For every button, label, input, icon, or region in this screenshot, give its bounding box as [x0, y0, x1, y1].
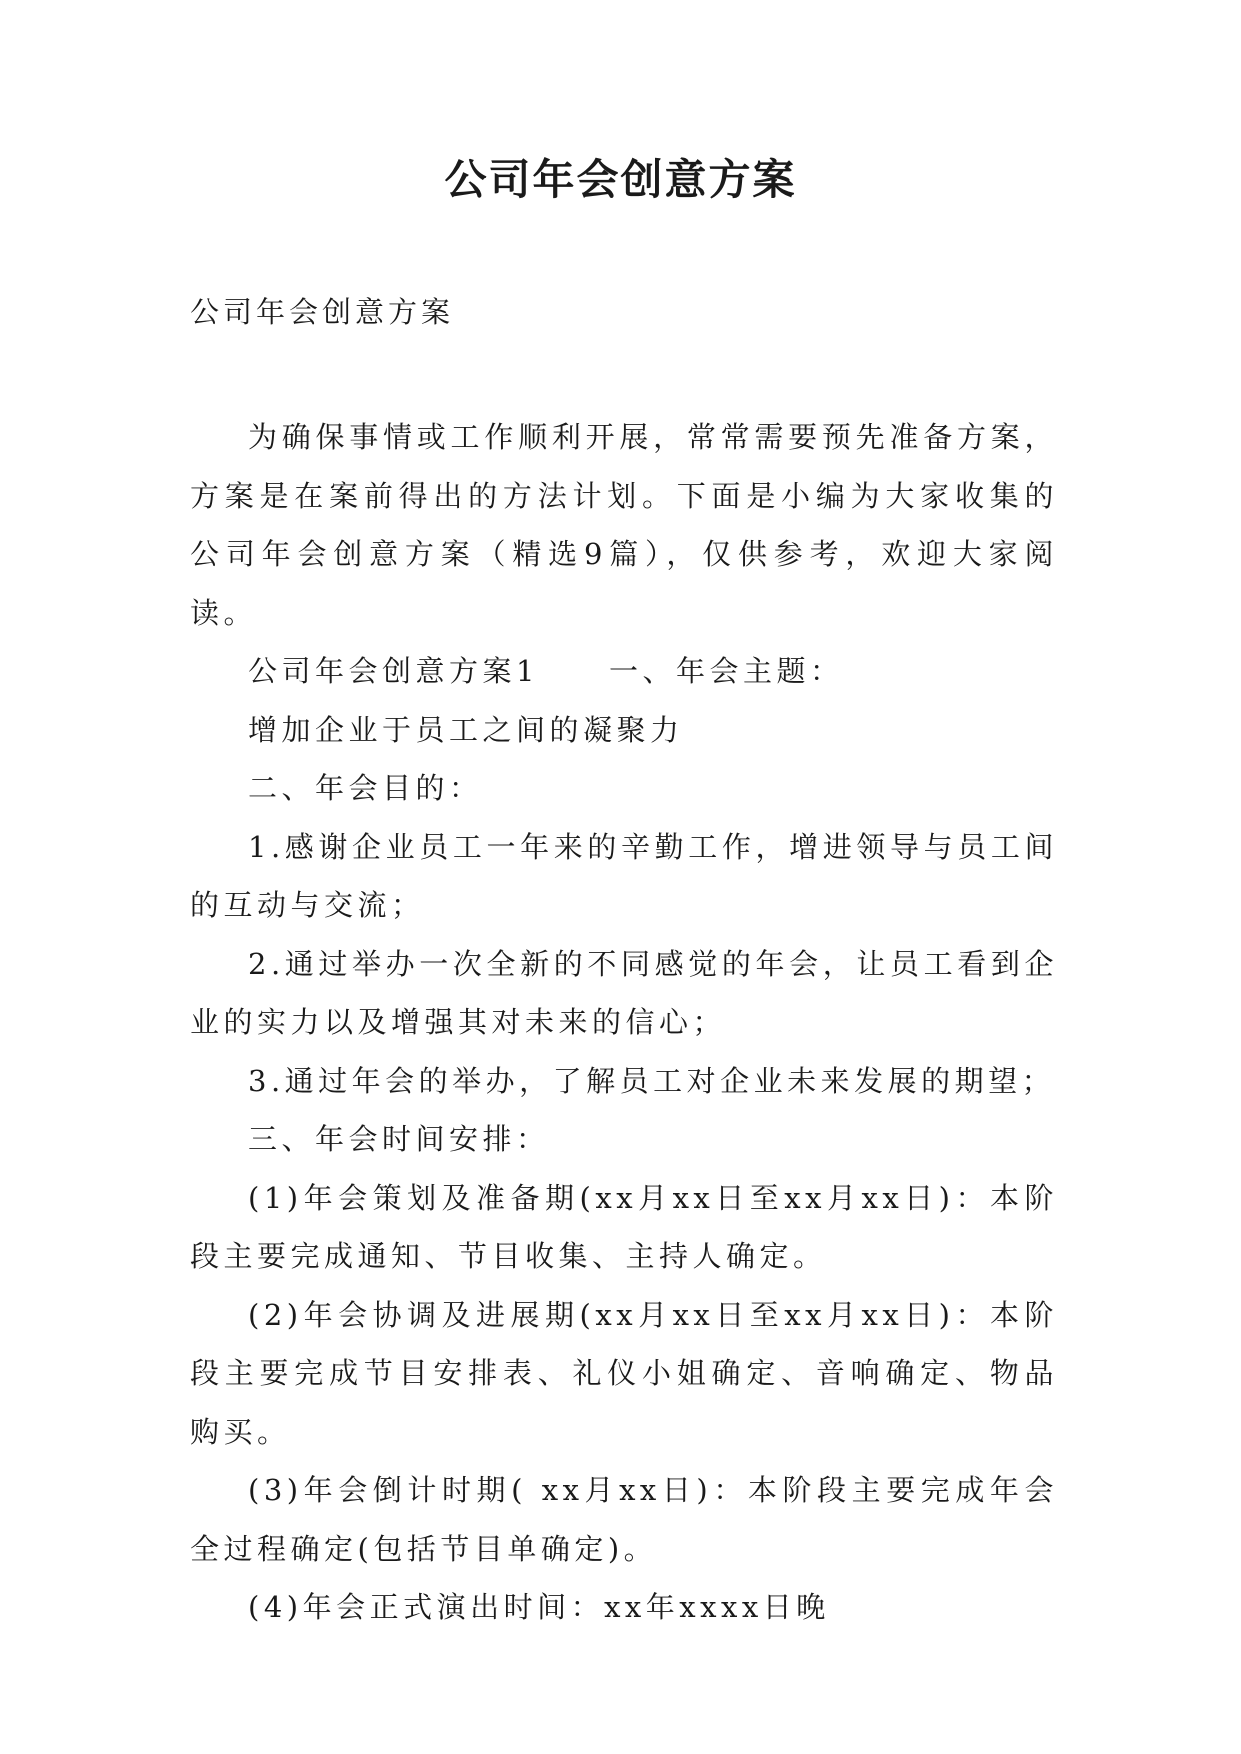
- schedule-item-3: (3)年会倒计时期( xx月xx日)：本阶段主要完成年会全过程确定(包括节目单确定)。: [190, 1473, 1058, 1566]
- document-subtitle: 公司年会创意方案: [190, 295, 455, 329]
- document-body: [190, 408, 1058, 1637]
- document-title: 公司年会创意方案: [444, 155, 797, 204]
- intro-paragraph: 为确保事情或工作顺利开展，常常需要预先准备方案，方案是在案前得出的方法计划。下面是小编为大家收集的公司年会创意方案（精选9篇），仅供参考，欢迎大家阅读。: [190, 420, 1058, 630]
- purpose-heading: 二、年会目的：: [248, 771, 483, 805]
- schedule-item-4: (4)年会正式演出时间：xx年xxxx日晚: [248, 1590, 830, 1624]
- purpose-item-2: 2.通过举办一次全新的不同感觉的年会，让员工看到企业的实力以及增强其对未来的信心；: [190, 946, 1058, 1039]
- theme-paragraph: 增加企业于员工之间的凝聚力: [248, 712, 684, 747]
- section-heading-line: [190, 642, 1058, 701]
- section-1-title: 公司年会创意方案1: [248, 654, 539, 688]
- schedule-heading: 三、年会时间安排：: [248, 1122, 550, 1156]
- theme-heading: 一、年会主题：: [608, 654, 844, 688]
- purpose-item-1: 1.感谢企业员工一年来的辛勤工作，增进领导与员工间的互动与交流；: [190, 829, 1058, 922]
- purpose-item-3: 3.通过年会的举办，了解员工对企业未来发展的期望；: [248, 1063, 1056, 1098]
- schedule-item-1: (1)年会策划及准备期(xx月xx日至xx月xx日)：本阶段主要完成通知、节目收集、主持人确定。: [190, 1180, 1058, 1273]
- schedule-item-2: (2)年会协调及进展期(xx月xx日至xx月xx日)：本阶段主要完成节目安排表、礼仪小姐确定、音响确定、物品购买。: [190, 1297, 1058, 1449]
